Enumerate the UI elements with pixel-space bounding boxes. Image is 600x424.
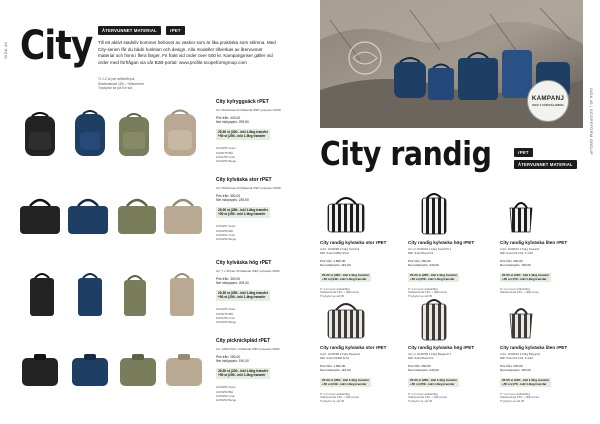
page-number-left: SIDA 44 <box>3 42 8 59</box>
product-note: Tr 1-2 st per artikel/färg Startkostnad 150:- / tillkommer Tryckytor se sid 45 <box>408 286 448 299</box>
product-offer: 20-50 st (250:- inkl 1-färg transfer +50 st (200:- inkl 1-färg transfer <box>218 291 269 300</box>
striped-cooler-tall-beige-image <box>420 298 448 342</box>
product-title: City kylväska hög rPET <box>216 260 272 266</box>
product-colors: 10/00/06 Svart 10/06/75 Blå 10/01/05 Grön 10/00/06 Beige <box>216 146 237 163</box>
product-offer: 25-50 st (190:- inkl 1-färg transfer +50 st (170:- inkl 1-färg transfer <box>502 272 550 281</box>
product-price: Pris från: 440,00 Net inköpspris: 299,50 <box>216 115 249 125</box>
product-price: Pris från: 300,00 Net inköpspris: 205,00 <box>216 276 249 286</box>
product-spec: Art: 130x170cm 3 Material rPET polyester 600D <box>216 347 280 351</box>
product-spec: A Art: 10/00/01 2 Färg Svart/vit Mål: Svart/Vit 11/4, 6.1/16 <box>500 247 540 255</box>
page-title-city-randig: City randig <box>320 134 492 173</box>
product-randig-small-beige <box>500 345 582 404</box>
product-price: Pris från: 260,00 Net inköpspris: 240,00 <box>408 258 439 267</box>
product-offer: 25-50 st (280:- inkl 1-färg transfer +50 st (250:- inkl 1-färg transfer <box>218 208 269 217</box>
striped-cooler-small-black-image <box>506 196 536 234</box>
product-city-picnic-blanket <box>216 338 306 402</box>
backpack-olive-image <box>116 112 152 158</box>
page-title-city: City <box>20 23 93 69</box>
picnic-blanket-black-image <box>20 352 60 388</box>
cooler-large-beige-image <box>162 196 204 236</box>
product-randig-small-black <box>500 240 582 295</box>
striped-cooler-small-beige-image <box>506 302 536 340</box>
product-colors: 10/00/00 Svart 10/00/90 Blå 10/00/92 Grön 10/00/93 Beige <box>216 385 237 402</box>
product-spec: Art: nr 10/00/05 1 Färg Beige/vit 1 Mål: Svart/Rosa 6/1 <box>408 352 452 360</box>
picnic-blanket-olive-image <box>118 352 158 388</box>
page-number-right: SIDA 45 | SCOPEFORM GROUP <box>589 88 594 155</box>
product-title: City randig kylväska hög rPET <box>408 345 475 350</box>
cooler-tall-black-image <box>28 272 56 318</box>
product-randig-large-beige <box>320 345 402 404</box>
product-offer: 25-50 st (300:- inkl 1-färg transfer +50 st (250:- inkl 1-färg transfer <box>218 130 269 139</box>
product-title: City kylryggsäck rPET <box>216 99 269 105</box>
product-note: Tr 1-2 st per artikel/färg Startkostnad 150:- / tillkommer Tryckytor se sid 45 <box>320 391 360 404</box>
product-title: City randig kylväska stor rPET <box>320 345 387 350</box>
product-spec: A Art: 10/00/98 2 Färg Beige/vit Mål: Svart/Vit/Bel 6/1/2 <box>320 352 361 360</box>
product-colors: 10/00/97 Svart 10/00/95 Blå 10/00/91 Grön 10/00/96 Beige <box>216 224 237 241</box>
cooler-large-olive-image <box>116 196 158 236</box>
backpack-beige-image <box>160 108 200 158</box>
intro-small-text: Tr 1-2 st per artikel/tryck Startkostnad 150:- / tillkommer Tryckytor se på 5:e sid <box>98 77 144 91</box>
tag-recycled-material: ÅTERVUNNET MATERIAL <box>98 26 161 35</box>
striped-cooler-large-black-image <box>326 194 366 234</box>
product-randig-large-black <box>320 240 402 299</box>
picnic-blanket-navy-image <box>70 352 110 388</box>
product-note: Tr 1-2 st per artikel/färg Startkostnad 150:- / tillkommer <box>500 286 540 295</box>
cooler-tall-olive-image <box>122 274 148 318</box>
cooler-large-navy-image <box>66 196 110 236</box>
product-city-backpack <box>216 99 306 163</box>
product-note: Tr 1-2 st per artikel/färg Startkostnad 150:- / tillkommer Tryckytor se sid 45 <box>500 391 540 404</box>
striped-cooler-tall-black-image <box>420 192 448 236</box>
product-note: Tr 1-2 st per artikel/färg Startkostnad 150:- / tillkommer Tryckytor se sid 45 <box>408 391 448 404</box>
picnic-blanket-beige-image <box>164 352 204 388</box>
product-spec: Art: nr 10/00/04 1 Färg Svart/Vit 1 Mål: Svart/Rosa 6/1 <box>408 247 452 255</box>
campaign-badge-sublabel: MAX 1 FÖRSÄLJNING <box>532 103 564 107</box>
product-colors: 10/00/06 Svart 10/06/75 Blå 10/01/05 Grön 10/00/06 Beige <box>216 307 237 324</box>
backpack-navy-image <box>72 110 108 158</box>
product-spec: Art: 7 x 45 liter 33 Material rPET polyester 600D <box>216 269 280 273</box>
backpack-black-image <box>20 112 60 158</box>
product-price: Pris från: 280,00 Net inköpspris: 190,00 <box>216 354 249 364</box>
product-title: City randig kylväska liten rPET <box>500 345 568 350</box>
product-price: Pris från: 350,00 Net inköpspris: 239,50 <box>216 193 249 203</box>
product-title: City picknickpläd rPET <box>216 338 271 344</box>
cooler-large-black-image <box>18 196 62 236</box>
campaign-badge <box>527 80 569 122</box>
product-title: City kylväska stor rPET <box>216 177 272 183</box>
product-offer: 25-50 st (280:- inkl 1-färg transfer +50 st (250:- inkl 1-färg transfer <box>410 377 458 386</box>
product-spec: A Art: 10/00/99 2 Färg Svart/vit Mål: Svart/vit/Bel 6/1/2 <box>320 247 360 255</box>
product-offer: 25-50 st (360:- inkl 1-färg transfer +50 st (340:- inkl 1-färg transfer <box>322 377 370 386</box>
tag-rpet: rPET <box>514 148 533 157</box>
product-price: Pris från: 200,00 Net inköpspris: 180,00 <box>500 363 531 372</box>
product-spec: Art: 06Grårosa 3/4 Material rPET polyester 600D <box>216 108 281 112</box>
product-offer: 25-50 st (280:- inkl 1-färg transfer +50 st (250:- inkl 1-färg transfer <box>410 272 458 281</box>
product-randig-tall-beige <box>408 345 490 404</box>
product-city-cooler-tall <box>216 260 306 324</box>
product-note: Tr 1-2 st per artikel/färg Startkostnad 150:- / tillkommer Tryckytor se sid 45 <box>320 286 360 299</box>
tag-rpet: rPET <box>166 26 185 35</box>
product-city-cooler-large <box>216 177 306 241</box>
product-price: Pris från: 260,00 Net inköpspris: 240,00 <box>408 363 439 372</box>
product-spec: Art: 06Grårosa 3/4 Material rPET polyester 600D <box>216 186 281 190</box>
product-title: City randig kylväska liten rPET <box>500 240 568 245</box>
product-title: City randig kylväska hög rPET <box>408 240 475 245</box>
intro-text: Till ett aktivt stadsliv kommer behovet av väskor som är lika praktiska som stilrena. Med City-serien får du både funktion och design. Alla modeller tillverkas av återvunnet material och finns i flera färger. Fri frakt vid order över 500 kr. Kampanjpriser gäller vid order med förfrågan via vår B2B-portal: www.profile.scopeformgroup.com <box>98 40 276 65</box>
product-spec: A Art: 10/00/02 2 Färg Beige/vit Mål: Svart/Vit 11/4, 6.1/16 <box>500 352 541 360</box>
product-title: City randig kylväska stor rPET <box>320 240 387 245</box>
product-offer: 25-50 st (220:- inkl 1-färg transfer +50 st (200:- inkl 1-färg transfer <box>218 369 269 378</box>
product-randig-tall-black <box>408 240 490 299</box>
campaign-badge-label: KAMPANJ <box>531 95 565 102</box>
product-price: Pris från: 200,00 Net inköpspris: 180,00 <box>500 258 531 267</box>
product-offer: 25-50 st (190:- inkl 1-färg transfer +50 st (170:- inkl 1-färg transfer <box>502 377 550 386</box>
product-price: Pris från: 1.800,00 Net inköpspris: 119,00 <box>320 258 351 267</box>
cooler-tall-beige-image <box>168 272 196 318</box>
product-price: Pris från: 1.800,00 Net inköpspris: 119,00 <box>320 363 351 372</box>
tag-recycled-material: ÅTERVUNNET MATERIAL <box>514 160 577 169</box>
product-offer: 25-50 st (360:- inkl 1-färg transfer +50 st (340:- inkl 1-färg transfer <box>322 272 370 281</box>
cooler-tall-navy-image <box>76 272 104 318</box>
striped-cooler-large-beige-image <box>326 300 366 340</box>
